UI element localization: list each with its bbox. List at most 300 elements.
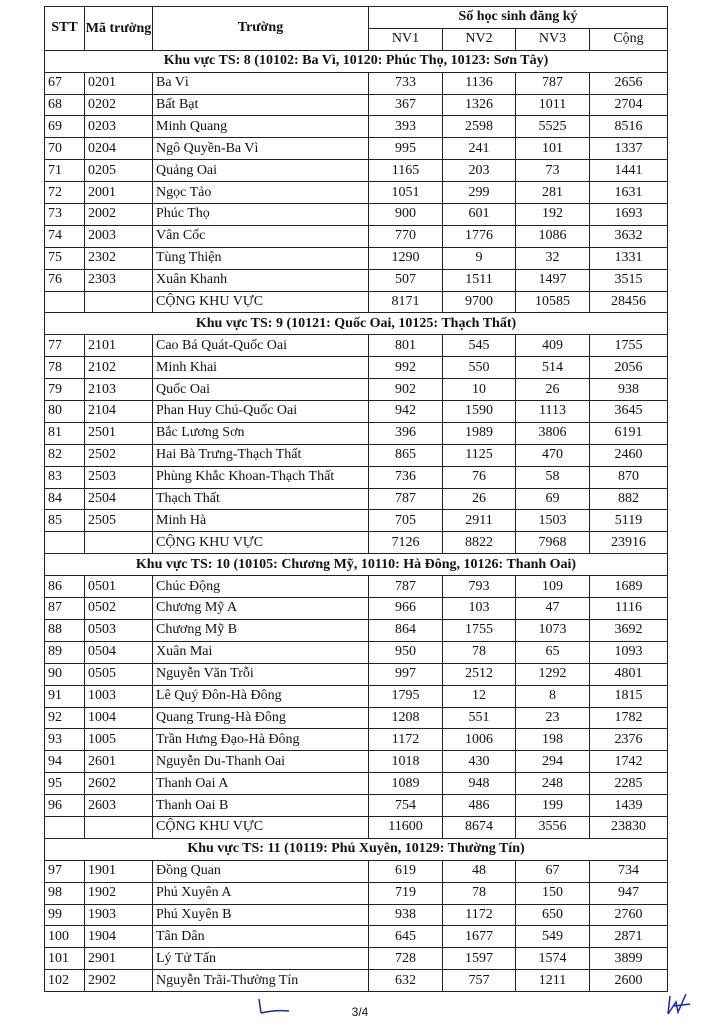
cell-nv1: 865 bbox=[369, 444, 443, 466]
cell-truong: Thanh Oai B bbox=[153, 795, 369, 817]
cell-truong: Thanh Oai A bbox=[153, 773, 369, 795]
cell-cong: 1755 bbox=[590, 335, 668, 357]
cell-cong: 1337 bbox=[590, 138, 668, 160]
cell-cong: 2656 bbox=[590, 72, 668, 94]
cell-cong: 1693 bbox=[590, 204, 668, 226]
cell-nv2: 1776 bbox=[443, 225, 516, 247]
cell-empty bbox=[45, 532, 85, 554]
cell-nv1: 902 bbox=[369, 379, 443, 401]
cell-cong: 1439 bbox=[590, 795, 668, 817]
cell-ma-truong: 0502 bbox=[85, 598, 153, 620]
cell-nv3: 1497 bbox=[516, 269, 590, 291]
cell-stt: 78 bbox=[45, 357, 85, 379]
table-row bbox=[45, 795, 668, 817]
cell-truong: Ngô Quyền-Ba Vì bbox=[153, 138, 369, 160]
cell-stt: 67 bbox=[45, 72, 85, 94]
cell-nv3: 248 bbox=[516, 773, 590, 795]
cell-nv1: 997 bbox=[369, 663, 443, 685]
cell-truong: Chương Mỹ A bbox=[153, 598, 369, 620]
cell-ma-truong: 2002 bbox=[85, 204, 153, 226]
cell-nv3: 47 bbox=[516, 598, 590, 620]
cell-ma-truong: 2303 bbox=[85, 269, 153, 291]
cell-cong: 1093 bbox=[590, 641, 668, 663]
cell-nv3: 549 bbox=[516, 926, 590, 948]
cell-truong: Ba Vì bbox=[153, 72, 369, 94]
cell-nv1: 1290 bbox=[369, 247, 443, 269]
enrollment-table bbox=[44, 6, 668, 992]
cell-cong: 5119 bbox=[590, 510, 668, 532]
table-row bbox=[45, 860, 668, 882]
cell-cong: 1815 bbox=[590, 685, 668, 707]
cell-truong: Bắc Lương Sơn bbox=[153, 422, 369, 444]
section-header-row bbox=[45, 838, 668, 860]
cell-stt: 69 bbox=[45, 116, 85, 138]
cell-nv2: 10 bbox=[443, 379, 516, 401]
table-row bbox=[45, 488, 668, 510]
table-row bbox=[45, 926, 668, 948]
initial-signature-right bbox=[664, 990, 694, 1018]
table-row bbox=[45, 882, 668, 904]
cell-truong: Phúc Thọ bbox=[153, 204, 369, 226]
cell-ma-truong: 0201 bbox=[85, 72, 153, 94]
cell-nv1: 801 bbox=[369, 335, 443, 357]
table-row bbox=[45, 269, 668, 291]
cell-nv1: 1795 bbox=[369, 685, 443, 707]
cell-truong: Vân Cốc bbox=[153, 225, 369, 247]
cell-total-nv1: 11600 bbox=[369, 816, 443, 838]
cell-ma-truong: 2302 bbox=[85, 247, 153, 269]
cell-nv3: 58 bbox=[516, 466, 590, 488]
cell-total-cong: 23916 bbox=[590, 532, 668, 554]
cell-truong: Chương Mỹ B bbox=[153, 619, 369, 641]
cell-stt: 68 bbox=[45, 94, 85, 116]
cell-cong: 2760 bbox=[590, 904, 668, 926]
cell-cong: 1742 bbox=[590, 751, 668, 773]
cell-truong: Minh Khai bbox=[153, 357, 369, 379]
cell-stt: 93 bbox=[45, 729, 85, 751]
cell-nv3: 1073 bbox=[516, 619, 590, 641]
cell-cong: 1331 bbox=[590, 247, 668, 269]
cell-nv1: 1051 bbox=[369, 182, 443, 204]
cell-nv3: 69 bbox=[516, 488, 590, 510]
cell-truong: Quang Trung-Hà Đông bbox=[153, 707, 369, 729]
table-row bbox=[45, 773, 668, 795]
cell-cong: 3515 bbox=[590, 269, 668, 291]
page-number: 3/4 bbox=[351, 1005, 369, 1019]
cell-truong: Trần Hưng Đạo-Hà Đông bbox=[153, 729, 369, 751]
cell-nv3: 1574 bbox=[516, 948, 590, 970]
cell-stt: 95 bbox=[45, 773, 85, 795]
cell-stt: 96 bbox=[45, 795, 85, 817]
header-nv2: NV2 bbox=[443, 28, 516, 50]
cell-truong: Phú Xuyên A bbox=[153, 882, 369, 904]
cell-cong: 734 bbox=[590, 860, 668, 882]
cell-ma-truong: 1004 bbox=[85, 707, 153, 729]
cell-nv2: 78 bbox=[443, 882, 516, 904]
cell-stt: 83 bbox=[45, 466, 85, 488]
cell-nv1: 995 bbox=[369, 138, 443, 160]
cell-nv3: 26 bbox=[516, 379, 590, 401]
section-title: Khu vực TS: 9 (10121: Quốc Oai, 10125: Thạch Thất) bbox=[45, 313, 668, 335]
cell-stt: 74 bbox=[45, 225, 85, 247]
cell-nv3: 199 bbox=[516, 795, 590, 817]
cell-ma-truong: 0203 bbox=[85, 116, 153, 138]
cell-cong: 2056 bbox=[590, 357, 668, 379]
header-nv1: NV1 bbox=[369, 28, 443, 50]
cell-ma-truong: 2001 bbox=[85, 182, 153, 204]
cell-truong: Tùng Thiện bbox=[153, 247, 369, 269]
header-group: Số học sinh đăng ký bbox=[369, 7, 668, 29]
cell-nv2: 486 bbox=[443, 795, 516, 817]
cell-nv3: 514 bbox=[516, 357, 590, 379]
cell-nv3: 409 bbox=[516, 335, 590, 357]
cell-stt: 98 bbox=[45, 882, 85, 904]
table-row bbox=[45, 641, 668, 663]
cell-nv2: 1677 bbox=[443, 926, 516, 948]
cell-nv3: 1086 bbox=[516, 225, 590, 247]
cell-stt: 99 bbox=[45, 904, 85, 926]
cell-cong: 1441 bbox=[590, 160, 668, 182]
cell-empty bbox=[45, 291, 85, 313]
cell-nv3: 1211 bbox=[516, 970, 590, 992]
cell-cong: 1782 bbox=[590, 707, 668, 729]
table-row bbox=[45, 685, 668, 707]
cell-cong: 2704 bbox=[590, 94, 668, 116]
table-header bbox=[45, 7, 668, 51]
cell-nv3: 65 bbox=[516, 641, 590, 663]
table-row bbox=[45, 94, 668, 116]
cell-nv1: 1018 bbox=[369, 751, 443, 773]
cell-total-nv1: 7126 bbox=[369, 532, 443, 554]
cell-nv3: 73 bbox=[516, 160, 590, 182]
cell-nv3: 650 bbox=[516, 904, 590, 926]
cell-nv1: 619 bbox=[369, 860, 443, 882]
cell-stt: 77 bbox=[45, 335, 85, 357]
cell-nv2: 1006 bbox=[443, 729, 516, 751]
header-truong: Trường bbox=[153, 7, 369, 51]
cell-nv1: 728 bbox=[369, 948, 443, 970]
cell-nv2: 757 bbox=[443, 970, 516, 992]
cell-stt: 90 bbox=[45, 663, 85, 685]
cell-nv3: 101 bbox=[516, 138, 590, 160]
cell-cong: 2460 bbox=[590, 444, 668, 466]
cell-cong: 2376 bbox=[590, 729, 668, 751]
cell-cong: 947 bbox=[590, 882, 668, 904]
table-row bbox=[45, 72, 668, 94]
table-row bbox=[45, 751, 668, 773]
cell-truong: Tân Dân bbox=[153, 926, 369, 948]
table-row bbox=[45, 970, 668, 992]
table-row bbox=[45, 663, 668, 685]
table-row bbox=[45, 422, 668, 444]
cell-truong: Cao Bá Quát-Quốc Oai bbox=[153, 335, 369, 357]
cell-total-label: CỘNG KHU VỰC bbox=[153, 816, 369, 838]
cell-truong: Bất Bạt bbox=[153, 94, 369, 116]
cell-nv2: 545 bbox=[443, 335, 516, 357]
cell-nv2: 550 bbox=[443, 357, 516, 379]
cell-truong: Chúc Động bbox=[153, 576, 369, 598]
cell-truong: Xuân Khanh bbox=[153, 269, 369, 291]
cell-cong: 1116 bbox=[590, 598, 668, 620]
cell-nv2: 1590 bbox=[443, 401, 516, 423]
cell-nv2: 103 bbox=[443, 598, 516, 620]
cell-truong: Phan Huy Chú-Quốc Oai bbox=[153, 401, 369, 423]
cell-nv2: 78 bbox=[443, 641, 516, 663]
table-row bbox=[45, 379, 668, 401]
cell-ma-truong: 1903 bbox=[85, 904, 153, 926]
cell-stt: 70 bbox=[45, 138, 85, 160]
cell-ma-truong: 2501 bbox=[85, 422, 153, 444]
cell-nv2: 1989 bbox=[443, 422, 516, 444]
cell-nv2: 12 bbox=[443, 685, 516, 707]
cell-stt: 85 bbox=[45, 510, 85, 532]
cell-nv2: 1136 bbox=[443, 72, 516, 94]
cell-nv2: 793 bbox=[443, 576, 516, 598]
table-row bbox=[45, 707, 668, 729]
cell-nv2: 203 bbox=[443, 160, 516, 182]
cell-cong: 2871 bbox=[590, 926, 668, 948]
cell-stt: 84 bbox=[45, 488, 85, 510]
table-row bbox=[45, 619, 668, 641]
cell-nv1: 393 bbox=[369, 116, 443, 138]
cell-nv1: 900 bbox=[369, 204, 443, 226]
cell-cong: 3645 bbox=[590, 401, 668, 423]
header-nv3: NV3 bbox=[516, 28, 590, 50]
cell-total-nv3: 3556 bbox=[516, 816, 590, 838]
table-row bbox=[45, 576, 668, 598]
cell-ma-truong: 2901 bbox=[85, 948, 153, 970]
table-body bbox=[45, 50, 668, 991]
cell-ma-truong: 2902 bbox=[85, 970, 153, 992]
cell-nv1: 705 bbox=[369, 510, 443, 532]
cell-nv3: 23 bbox=[516, 707, 590, 729]
cell-truong: Quảng Oai bbox=[153, 160, 369, 182]
cell-ma-truong: 2103 bbox=[85, 379, 153, 401]
cell-nv3: 5525 bbox=[516, 116, 590, 138]
cell-truong: Hai Bà Trưng-Thạch Thất bbox=[153, 444, 369, 466]
cell-stt: 100 bbox=[45, 926, 85, 948]
cell-nv1: 396 bbox=[369, 422, 443, 444]
cell-cong: 3692 bbox=[590, 619, 668, 641]
cell-stt: 72 bbox=[45, 182, 85, 204]
cell-nv3: 150 bbox=[516, 882, 590, 904]
cell-total-nv3: 7968 bbox=[516, 532, 590, 554]
cell-nv1: 1089 bbox=[369, 773, 443, 795]
cell-total-nv3: 10585 bbox=[516, 291, 590, 313]
cell-nv2: 76 bbox=[443, 466, 516, 488]
section-title: Khu vực TS: 8 (10102: Ba Vì, 10120: Phúc Thọ, 10123: Sơn Tây) bbox=[45, 50, 668, 72]
section-title: Khu vực TS: 11 (10119: Phú Xuyên, 10129: Thường Tín) bbox=[45, 838, 668, 860]
cell-nv1: 942 bbox=[369, 401, 443, 423]
cell-nv3: 281 bbox=[516, 182, 590, 204]
cell-ma-truong: 2602 bbox=[85, 773, 153, 795]
cell-cong: 8516 bbox=[590, 116, 668, 138]
cell-truong: Minh Quang bbox=[153, 116, 369, 138]
cell-ma-truong: 0503 bbox=[85, 619, 153, 641]
cell-nv2: 2512 bbox=[443, 663, 516, 685]
cell-ma-truong: 0202 bbox=[85, 94, 153, 116]
cell-ma-truong: 1902 bbox=[85, 882, 153, 904]
cell-ma-truong: 2502 bbox=[85, 444, 153, 466]
initial-signature-left bbox=[255, 995, 295, 1017]
header-stt: STT bbox=[45, 7, 85, 51]
cell-nv1: 950 bbox=[369, 641, 443, 663]
cell-nv3: 1292 bbox=[516, 663, 590, 685]
cell-truong: Xuân Mai bbox=[153, 641, 369, 663]
cell-cong: 882 bbox=[590, 488, 668, 510]
cell-nv1: 645 bbox=[369, 926, 443, 948]
cell-nv1: 787 bbox=[369, 488, 443, 510]
table-row bbox=[45, 598, 668, 620]
cell-nv3: 1113 bbox=[516, 401, 590, 423]
header-cong: Cộng bbox=[590, 28, 668, 50]
table-row bbox=[45, 138, 668, 160]
cell-nv1: 966 bbox=[369, 598, 443, 620]
cell-truong: Minh Hà bbox=[153, 510, 369, 532]
cell-ma-truong: 2603 bbox=[85, 795, 153, 817]
cell-nv3: 32 bbox=[516, 247, 590, 269]
section-header-row bbox=[45, 50, 668, 72]
cell-ma-truong: 2505 bbox=[85, 510, 153, 532]
table-row bbox=[45, 948, 668, 970]
cell-nv2: 948 bbox=[443, 773, 516, 795]
cell-nv1: 787 bbox=[369, 576, 443, 598]
cell-nv1: 992 bbox=[369, 357, 443, 379]
cell-ma-truong: 0204 bbox=[85, 138, 153, 160]
section-header-row bbox=[45, 313, 668, 335]
cell-ma-truong: 0505 bbox=[85, 663, 153, 685]
cell-truong: Phùng Khắc Khoan-Thạch Thất bbox=[153, 466, 369, 488]
total-row bbox=[45, 291, 668, 313]
table-row bbox=[45, 182, 668, 204]
cell-cong: 4801 bbox=[590, 663, 668, 685]
cell-nv2: 1326 bbox=[443, 94, 516, 116]
cell-nv2: 241 bbox=[443, 138, 516, 160]
table-row bbox=[45, 904, 668, 926]
cell-nv2: 1125 bbox=[443, 444, 516, 466]
cell-nv1: 719 bbox=[369, 882, 443, 904]
cell-nv2: 1755 bbox=[443, 619, 516, 641]
cell-stt: 82 bbox=[45, 444, 85, 466]
cell-nv1: 507 bbox=[369, 269, 443, 291]
cell-truong: Phú Xuyên B bbox=[153, 904, 369, 926]
cell-nv3: 67 bbox=[516, 860, 590, 882]
cell-stt: 89 bbox=[45, 641, 85, 663]
cell-cong: 1689 bbox=[590, 576, 668, 598]
cell-nv1: 1172 bbox=[369, 729, 443, 751]
cell-nv2: 2598 bbox=[443, 116, 516, 138]
cell-ma-truong: 1003 bbox=[85, 685, 153, 707]
cell-stt: 94 bbox=[45, 751, 85, 773]
cell-nv2: 1597 bbox=[443, 948, 516, 970]
cell-empty bbox=[45, 816, 85, 838]
cell-cong: 3632 bbox=[590, 225, 668, 247]
cell-nv1: 938 bbox=[369, 904, 443, 926]
cell-total-nv2: 8674 bbox=[443, 816, 516, 838]
cell-ma-truong: 1901 bbox=[85, 860, 153, 882]
table-row bbox=[45, 401, 668, 423]
cell-truong: Đồng Quan bbox=[153, 860, 369, 882]
cell-nv3: 470 bbox=[516, 444, 590, 466]
cell-nv2: 26 bbox=[443, 488, 516, 510]
cell-nv2: 551 bbox=[443, 707, 516, 729]
cell-truong: Quốc Oai bbox=[153, 379, 369, 401]
cell-ma-truong: 0504 bbox=[85, 641, 153, 663]
cell-nv2: 9 bbox=[443, 247, 516, 269]
cell-nv3: 294 bbox=[516, 751, 590, 773]
cell-stt: 101 bbox=[45, 948, 85, 970]
cell-nv1: 754 bbox=[369, 795, 443, 817]
cell-total-cong: 23830 bbox=[590, 816, 668, 838]
table-row bbox=[45, 335, 668, 357]
cell-nv2: 48 bbox=[443, 860, 516, 882]
cell-stt: 73 bbox=[45, 204, 85, 226]
cell-ma-truong: 2003 bbox=[85, 225, 153, 247]
section-header-row bbox=[45, 554, 668, 576]
cell-ma-truong: 2102 bbox=[85, 357, 153, 379]
cell-total-nv2: 8822 bbox=[443, 532, 516, 554]
cell-nv2: 2911 bbox=[443, 510, 516, 532]
cell-ma-truong: 0205 bbox=[85, 160, 153, 182]
cell-cong: 938 bbox=[590, 379, 668, 401]
cell-ma-truong: 2503 bbox=[85, 466, 153, 488]
cell-nv3: 3806 bbox=[516, 422, 590, 444]
cell-nv1: 770 bbox=[369, 225, 443, 247]
cell-cong: 870 bbox=[590, 466, 668, 488]
table-row bbox=[45, 225, 668, 247]
cell-ma-truong: 1904 bbox=[85, 926, 153, 948]
cell-nv1: 367 bbox=[369, 94, 443, 116]
cell-stt: 71 bbox=[45, 160, 85, 182]
cell-nv3: 787 bbox=[516, 72, 590, 94]
cell-nv2: 601 bbox=[443, 204, 516, 226]
cell-stt: 86 bbox=[45, 576, 85, 598]
table-row bbox=[45, 247, 668, 269]
cell-truong: Lý Tử Tấn bbox=[153, 948, 369, 970]
section-title: Khu vực TS: 10 (10105: Chương Mỹ, 10110: Hà Đông, 10126: Thanh Oai) bbox=[45, 554, 668, 576]
cell-stt: 88 bbox=[45, 619, 85, 641]
cell-total-nv1: 8171 bbox=[369, 291, 443, 313]
cell-stt: 81 bbox=[45, 422, 85, 444]
cell-nv1: 1208 bbox=[369, 707, 443, 729]
cell-ma-truong: 2101 bbox=[85, 335, 153, 357]
table-row bbox=[45, 160, 668, 182]
cell-empty bbox=[85, 532, 153, 554]
cell-stt: 76 bbox=[45, 269, 85, 291]
cell-stt: 87 bbox=[45, 598, 85, 620]
cell-empty bbox=[85, 291, 153, 313]
cell-stt: 75 bbox=[45, 247, 85, 269]
cell-stt: 97 bbox=[45, 860, 85, 882]
cell-nv1: 1165 bbox=[369, 160, 443, 182]
cell-total-label: CỘNG KHU VỰC bbox=[153, 291, 369, 313]
cell-nv3: 8 bbox=[516, 685, 590, 707]
table-row bbox=[45, 444, 668, 466]
cell-stt: 80 bbox=[45, 401, 85, 423]
cell-nv3: 1503 bbox=[516, 510, 590, 532]
header-ma-truong: Mã trường bbox=[85, 7, 153, 51]
cell-cong: 2285 bbox=[590, 773, 668, 795]
cell-nv2: 299 bbox=[443, 182, 516, 204]
cell-truong: Nguyễn Văn Trỗi bbox=[153, 663, 369, 685]
cell-nv3: 198 bbox=[516, 729, 590, 751]
cell-nv1: 864 bbox=[369, 619, 443, 641]
cell-total-nv2: 9700 bbox=[443, 291, 516, 313]
cell-truong: Nguyễn Du-Thanh Oai bbox=[153, 751, 369, 773]
cell-stt: 92 bbox=[45, 707, 85, 729]
cell-cong: 3899 bbox=[590, 948, 668, 970]
cell-ma-truong: 2504 bbox=[85, 488, 153, 510]
